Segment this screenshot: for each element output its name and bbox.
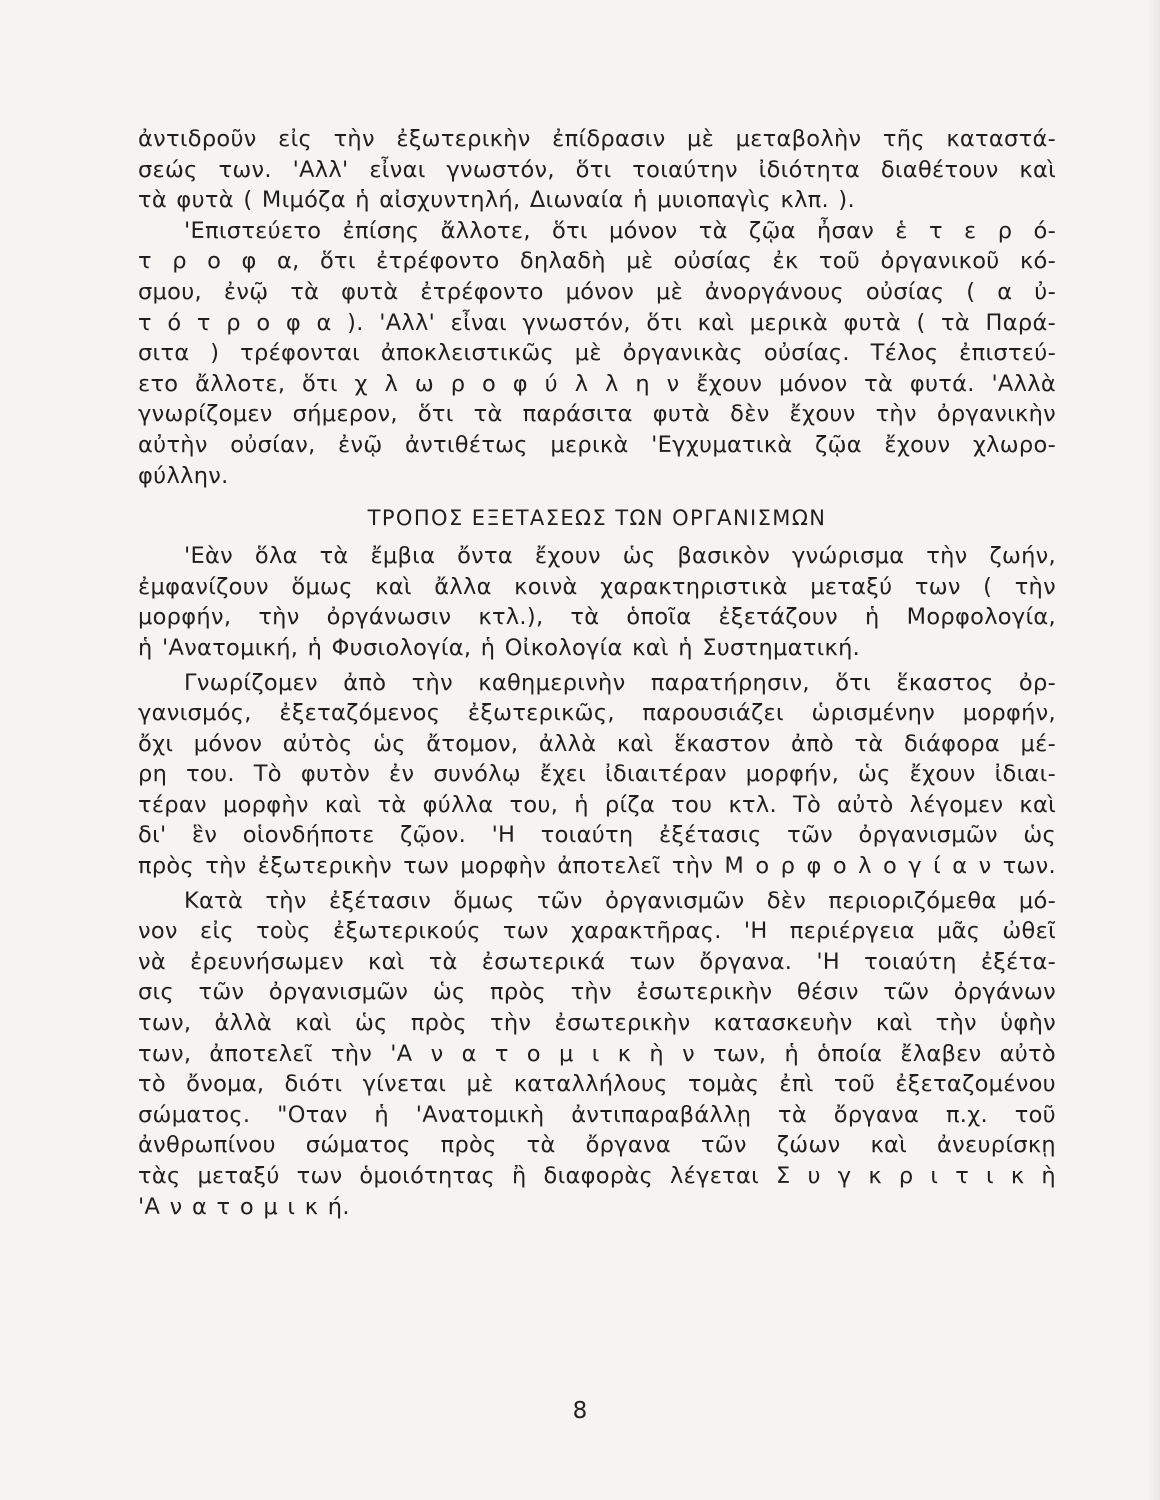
text-line: ἀντιδροῦν εἰς τὴν ἐξωτερικὴν ἐπίδρασιν μὲ μεταβολὴν τῆς καταστά- (138, 126, 1056, 152)
text-line: των, ἀποτελεῖ τὴν 'Α ν α τ ο μ ι κ ὴ ν των, ἡ ὁποία ἔλαβεν αὐτὸ (138, 1040, 1056, 1067)
section-heading: ΤΡΟΠΟΣ ΕΞΕΤΑΣΕΩΣ ΤΩΝ ΟΡΓΑΝΙΣΜΩΝ (367, 506, 827, 531)
text-line: 'Επιστεύετο ἐπίσης ἄλλοτε, ὅτι μόνον τὰ ζῷα ἦσαν ἑ τ ε ρ ό- (184, 217, 1056, 244)
text-line: ετο ἄλλοτε, ὅτι χ λ ω ρ ο φ ύ λ λ η ν ἔχουν μόνον τὰ φυτά. 'Αλλὰ (138, 370, 1056, 397)
paragraph-3 (138, 541, 1056, 663)
text-line: τὰ φυτὰ ( Μιμόζα ἡ αἰσχυντηλή, Διωναία ἡ μυιοπαγὶς κλπ. ). (138, 187, 855, 214)
text-line: σιτα ) τρέφονται ἀποκλειστικῶς μὲ ὀργανικὰς οὐσίας. Τέλος ἐπιστεύ- (138, 340, 1056, 367)
paragraph-2 (138, 216, 1056, 491)
text-line: ὄχι μόνον αὐτὸς ὡς ἄτομον, ἀλλὰ καὶ ἕκαστον ἀπὸ τὰ διάφορα μέ- (138, 730, 1056, 757)
page-number: 8 (572, 1398, 588, 1424)
text-line: 'Εὰν ὅλα τὰ ἔμβια ὄντα ἔχουν ὡς βασικὸν γνώρισμα τὴν ζωήν, (184, 543, 1056, 570)
text-line: τ ό τ ρ ο φ α ). 'Αλλ' εἶναι γνωστόν, ὅτι καὶ μερικὰ φυτὰ ( τὰ Παρά- (138, 309, 1056, 336)
text-line: σμου, ἐνῷ τὰ φυτὰ ἐτρέφοντο μόνον μὲ ἀνοργάνους οὐσίας ( α ὐ- (138, 278, 1056, 305)
text-line: μορφήν, τὴν ὀργάνωσιν κτλ.), τὰ ὁποῖα ἐξετάζουν ἡ Μορφολογία, (138, 604, 1056, 631)
text-line: ἀνθρωπίνου σώματος πρὸς τὰ ὄργανα τῶν ζώων καὶ ἀνευρίσκῃ (138, 1132, 1056, 1159)
paragraph-4 (138, 668, 1056, 882)
text-line: ἐμφανίζουν ὅμως καὶ ἄλλα κοινὰ χαρακτηριστικὰ μεταξύ των ( τὴν (138, 573, 1056, 600)
text-line: φύλλην. (138, 462, 229, 489)
text-line: νὰ ἐρευνήσωμεν καὶ τὰ ἐσωτερικά των ὄργανα. 'Η τοιαύτη ἐξέτα- (138, 948, 1056, 975)
text-line: τὸ ὄνομα, διότι γίνεται μὲ καταλλήλους τομὰς ἐπὶ τοῦ ἐξεταζομένου (138, 1071, 1056, 1098)
main-text (138, 124, 1056, 1222)
text-line: αὐτὴν οὐσίαν, ἐνῷ ἀντιθέτως μερικὰ 'Εγχυματικὰ ζῷα ἔχουν χλωρο- (138, 431, 1056, 458)
text-line: δι' ἓν οἱονδήποτε ζῷον. 'Η τοιαύτη ἐξέτασις τῶν ὀργανισμῶν ὡς (138, 822, 1056, 849)
text-line: τέραν μορφὴν καὶ τὰ φύλλα του, ἡ ρίζα του κτλ. Τὸ αὐτὸ λέγομεν καὶ (138, 791, 1056, 818)
text-line: πρὸς τὴν ἐξωτερικὴν των μορφὴν ἀποτελεῖ τὴν Μ ο ρ φ ο λ ο γ ί α ν των. (138, 853, 1056, 880)
text-line: σις τῶν ὀργανισμῶν ὡς πρὸς τὴν ἐσωτερικὴν θέσιν τῶν ὀργάνων (138, 979, 1056, 1006)
text-line: ρη του. Τὸ φυτὸν ἐν συνόλῳ ἔχει ἰδιαιτέραν μορφήν, ὡς ἔχουν ἰδιαι- (138, 761, 1056, 788)
paragraph-5 (138, 886, 1056, 1223)
text-line: νον εἰς τοὺς ἐξωτερικούς των χαρακτῆρας. 'Η περιέργεια μᾶς ὠθεῖ (138, 918, 1056, 945)
text-line: γνωρίζομεν σήμερον, ὅτι τὰ παράσιτα φυτὰ δὲν ἔχουν τὴν ὀργανικὴν (138, 401, 1056, 428)
text-line: των, ἀλλὰ καὶ ὡς πρὸς τὴν ἐσωτερικὴν κατασκευὴν καὶ τὴν ὑφὴν (138, 1010, 1056, 1037)
text-line: 'Α ν α τ ο μ ι κ ή. (138, 1193, 350, 1220)
text-line: τ ρ ο φ α, ὅτι ἐτρέφοντο δηλαδὴ μὲ οὐσίας ἐκ τοῦ ὀργανικοῦ κό- (138, 248, 1056, 275)
text-line: τὰς μεταξύ των ὁμοιότητας ἢ διαφορὰς λέγεται Σ υ γ κ ρ ι τ ι κ ὴ (138, 1163, 1056, 1189)
text-line: σεώς των. 'Αλλ' εἶναι γνωστόν, ὅτι τοιαύτην ἰδιότητα διαθέτουν καὶ (138, 156, 1056, 183)
text-line: Κατὰ τὴν ἐξέτασιν ὅμως τῶν ὀργανισμῶν δὲν περιοριζόμεθα μό- (184, 887, 1056, 914)
text-line: σώματος. "Οταν ἡ 'Ανατομικὴ ἀντιπαραβάλλῃ τὰ ὄργανα π.χ. τοῦ (138, 1101, 1056, 1128)
text-line: Γνωρίζομεν ἀπὸ τὴν καθημερινὴν παρατήρησιν, ὅτι ἕκαστος ὀρ- (184, 669, 1056, 696)
text-line: ἡ 'Ανατομική, ἡ Φυσιολογία, ἡ Οἰκολογία καὶ ἡ Συστηματική. (138, 634, 861, 661)
text-line: γανισμός, ἐξεταζόμενος ἐξωτερικῶς, παρουσιάζει ὡρισμένην μορφήν, (138, 700, 1056, 727)
paragraph-1 (138, 124, 1056, 216)
